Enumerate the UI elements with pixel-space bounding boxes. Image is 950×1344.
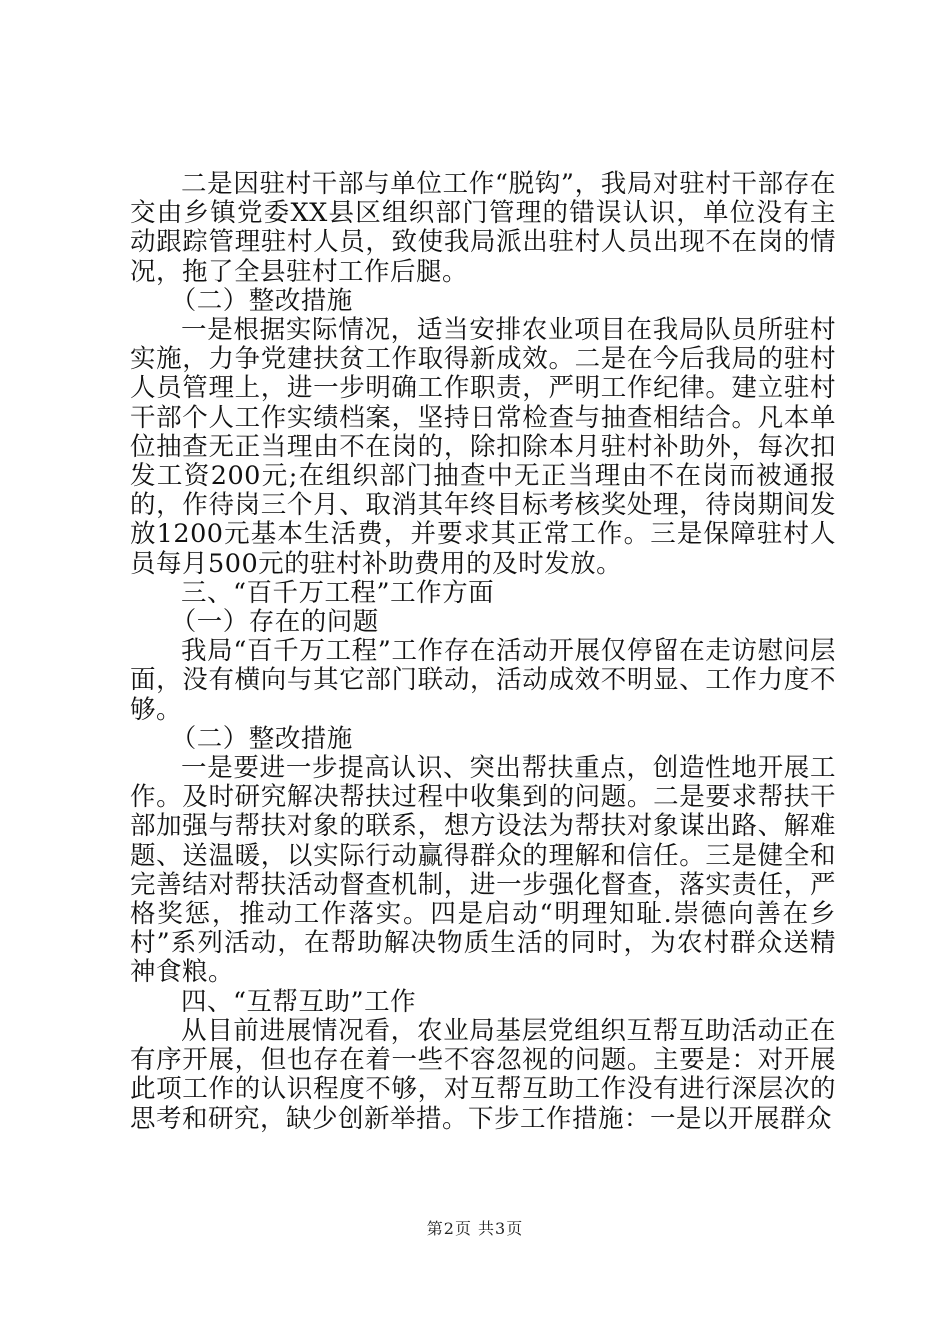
paragraph: 二是因驻村干部与单位工作“脱钩”，我局对驻村干部存在交由乡镇党委XX县区组织部门管理的错误认识，单位没有主动跟踪管理驻村人员，致使我局派出驻村人员出现不在岗的情况，拖了全县驻村工作后腿。 [130,169,836,287]
page-footer: 第2页 共3页 [426,1219,524,1238]
section-subheading: （二）整改措施 [170,723,353,754]
paragraph: 一是要进一步提高认识、突出帮扶重点，创造性地开展工作。及时研究解决帮扶过程中收集到的问题。二是要求帮扶干部加强与帮扶对象的联系，想方设法为帮扶对象谋出路、解难题、送温暖，以实际行动赢得群众的理解和信任。三是健全和完善结对帮扶活动督查机制，进一步强化督查，落实责任，严格奖惩，推动工作落实。四是启动“明理知耻.崇德向善在乡村”系列活动，在帮助解决物质生活的同时，为农村群众送精神食粮。 [130,753,836,988]
paragraph: 从目前进展情况看，农业局基层党组织互帮互助活动正在有序开展，但也存在着一些不容忽视的问题。主要是：对开展此项工作的认识程度不够，对互帮互助工作没有进行深层次的思考和研究，缺少创新举措。下步工作措施：一是以开展群众 [130,1015,836,1134]
section-heading: 三、“百千万工程”工作方面 [181,577,495,608]
section-heading: 四、“互帮互助”工作 [181,986,417,1017]
document-body [130,170,836,1134]
paragraph: 一是根据实际情况，适当安排农业项目在我局队员所驻村实施，力争党建扶贫工作取得新成效。二是在今后我局的驻村人员管理上，进一步明确工作职责，严明工作纪律。建立驻村干部个人工作实绩档案，坚持日常检查与抽查相结合。凡本单位抽查无正当理由不在岗的，除扣除本月驻村补助外，每次扣发工资200元;在组织部门抽查中无正当理由不在岗而被通报的，作待岗三个月、取消其年终目标考核奖处理，待岗期间发放1200元基本生活费，并要求其正常工作。三是保障驻村人员每月500元的驻村补助费用的及时发放。 [130,315,836,579]
paragraph: 我局“百千万工程”工作存在活动开展仅停留在走访慰问层面，没有横向与其它部门联动，活动成效不明显、工作力度不够。 [130,636,836,725]
section-subheading: （二）整改措施 [170,285,353,316]
section-subheading: （一）存在的问题 [170,607,379,638]
